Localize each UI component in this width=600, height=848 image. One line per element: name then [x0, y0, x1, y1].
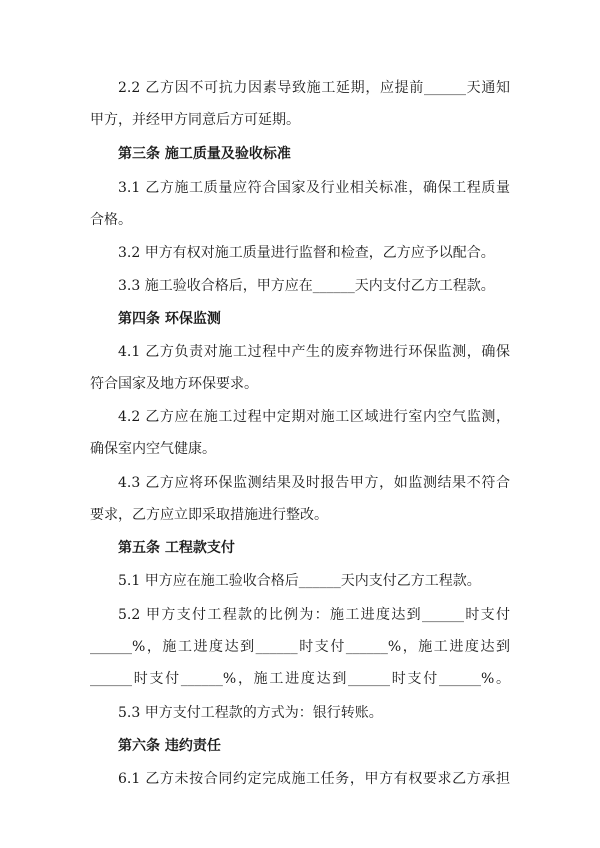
clause-5-3: 5.3 甲方支付工程款的方式为：银行转账。 — [118, 705, 383, 721]
clause-5-2-line-3: ______时支付______%，施工进度达到______时支付______%。 — [90, 671, 510, 687]
clause-3-3: 3.3 施工验收合格后，甲方应在______天内支付乙方工程款。 — [118, 278, 495, 294]
clause-4-1-line-1: 4.1 乙方负责对施工过程中产生的废弃物进行环保监测，确保 — [118, 344, 510, 360]
clause-2-2-line-2: 甲方，并经甲方同意后方可延期。 — [90, 112, 300, 128]
article-6-heading: 第六条 违约责任 — [118, 738, 221, 754]
clause-5-2-line-1: 5.2 甲方支付工程款的比例为：施工进度达到______时支付 — [118, 607, 510, 623]
article-4-heading: 第四条 环保监测 — [118, 311, 221, 327]
article-5-heading: 第五条 工程款支付 — [118, 540, 235, 556]
clause-3-1-line-2: 合格。 — [90, 212, 132, 228]
clause-3-1-line-1: 3.1 乙方施工质量应符合国家及行业相关标准，确保工程质量 — [118, 180, 510, 196]
clause-4-1-line-2: 符合国家及地方环保要求。 — [90, 376, 258, 392]
clause-2-2-line-1: 2.2 乙方因不可抗力因素导致施工延期，应提前______天通知 — [118, 80, 510, 96]
clause-4-2-line-2: 确保室内空气健康。 — [90, 441, 216, 457]
article-3-heading: 第三条 施工质量及验收标准 — [118, 146, 291, 162]
clause-4-3-line-1: 4.3 乙方应将环保监测结果及时报告甲方，如监测结果不符合 — [118, 475, 510, 491]
clause-5-2-line-2: ______%，施工进度达到______时支付______%，施工进度达到 — [90, 639, 510, 655]
clause-3-2: 3.2 甲方有权对施工质量进行监督和检查，乙方应予以配合。 — [118, 245, 495, 261]
clause-4-3-line-2: 要求，乙方应立即采取措施进行整改。 — [90, 507, 328, 523]
clause-5-1: 5.1 甲方应在施工验收合格后______天内支付乙方工程款。 — [118, 573, 481, 589]
clause-4-2-line-1: 4.2 乙方应在施工过程中定期对施工区域进行室内空气监测， — [118, 409, 510, 425]
clause-6-1-line-1: 6.1 乙方未按合同约定完成施工任务，甲方有权要求乙方承担 — [118, 771, 510, 787]
